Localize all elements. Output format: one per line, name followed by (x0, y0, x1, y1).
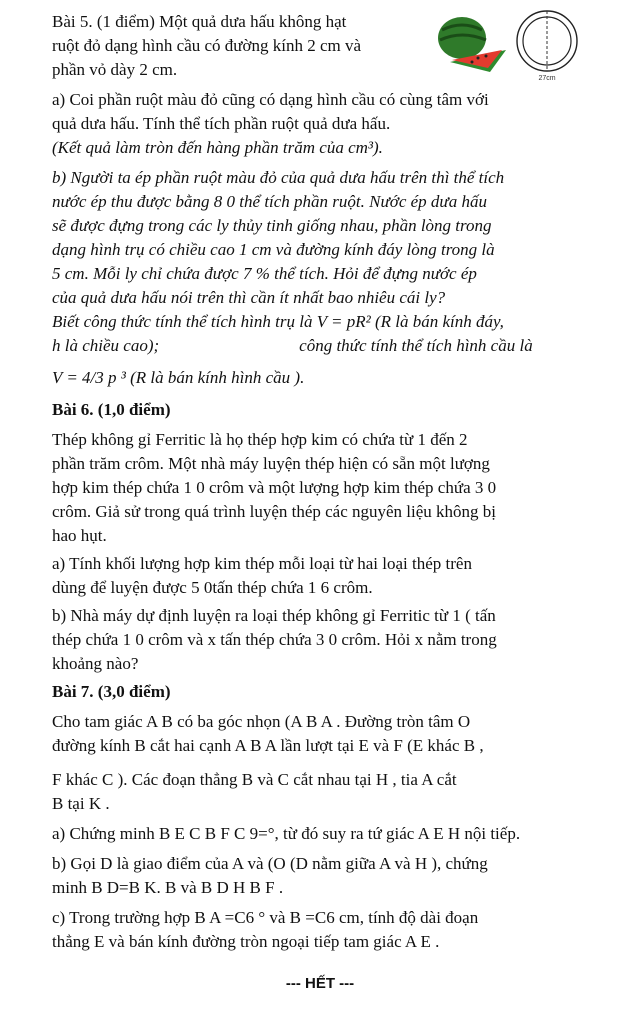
bai6-line1: Thép không gỉ Ferritic là họ thép hợp kim có chứa từ 1 đến 2 (52, 430, 468, 449)
bai5-part-a-note: (Kết quả làm tròn đến hàng phần trăm của cm³). (52, 138, 383, 157)
bai7-part-c-line2: thẳng E và bán kính đường tròn ngoại tiếp tam giác A E . (52, 932, 440, 951)
bai7-line1: Cho tam giác A B có ba góc nhọn (A B A . Đường tròn tâm O (52, 712, 471, 731)
bai7-part-b-line1: b) Gọi D là giao điểm của A và (O (D nằm giữa A và H ), chứng (52, 854, 488, 873)
bai6-line3: hợp kim thép chứa 1 0 crôm và một lượng hợp kim thép chứa 3 0 (52, 478, 497, 497)
bai7-part-b-line2: minh B D=B K. B và B D H B F . (52, 878, 284, 897)
bai6-part-b-line2: thép chứa 1 0 crôm và x tấn thép chứa 3 0 crôm. Hỏi x nằm trong (52, 630, 497, 649)
bai6-part-b-line3: khoảng nào? (52, 654, 139, 673)
bai5-part-a-line1: a) Coi phần ruột màu đỏ cũng có dạng hình cầu có cùng tâm với (52, 90, 489, 109)
bai5-intro-line3: phần vỏ dày 2 cm. (52, 60, 178, 79)
bai7-line3: F khác C ). Các đoạn thẳng B và C cắt nhau tại H , tia A cắt (52, 770, 457, 789)
bai5-part-b-line5: 5 cm. Mỗi ly chỉ chứa được 7 % thể tích. Hỏi để đựng nước ép (52, 264, 477, 283)
bai5-part-b-line1: b) Người ta ép phần ruột màu đỏ của quả dưa hấu trên thì thể tích (52, 168, 505, 187)
bai5-formula-line1: Biết công thức tính thể tích hình trụ là V = pR² (R là bán kính đáy, (52, 312, 504, 331)
bai5-intro-line2: ruột đỏ dạng hình cầu có đường kính 2 cm và (52, 36, 362, 55)
bai5-intro-line1: Bài 5. (1 điểm) Một quả dưa hấu không hạt (52, 12, 347, 31)
bai5-part-b-line3: sẽ được đựng trong các ly thủy tinh giống nhau, phần lòng trong (52, 216, 492, 235)
bai5-part-a-line2: quả dưa hấu. Tính thể tích phần ruột quả dưa hấu. (52, 114, 391, 133)
bai7-line4: B tại K . (52, 794, 110, 813)
bai6-title: Bài 6. (1,0 điểm) (52, 400, 171, 419)
bai5-part-b-line6: của quả dưa hấu nói trên thì cần ít nhất bao nhiêu cái ly? (52, 288, 446, 307)
watermelon-illustration (428, 12, 508, 74)
sphere-diagram-label: 27cm (538, 75, 556, 82)
bai6-line2: phần trăm crôm. Một nhà máy luyện thép hiện có sẵn một lượng (52, 454, 490, 473)
bai7-part-a: a) Chứng minh B E C B F C 9=°, từ đó suy ra tứ giác A E H nội tiếp. (52, 824, 521, 843)
bai5-formula-line3: V = 4/3 p ³ (R là bán kính hình cầu ). (52, 368, 305, 387)
bai6-part-b-line1: b) Nhà máy dự định luyện ra loại thép không gỉ Ferritic từ 1 ( tấn (52, 606, 496, 625)
bai6-line4: crôm. Giả sử trong quá trình luyện thép các nguyên liệu không bị (52, 502, 497, 521)
bai7-line2: đường kính B cắt hai cạnh A B A lần lượt tại E và F (E khác B , (52, 736, 484, 755)
end-marker: --- HẾT --- (285, 975, 355, 992)
bai7-part-c-line1: c) Trong trường hợp B A =C6 ° và B =C6 cm, tính độ dài đoạn (52, 908, 479, 927)
bai5-part-b-line2: nước ép thu được bằng 8 0 thể tích phần ruột. Nước ép dưa hấu (52, 192, 487, 211)
bai5-formula-line2a: h là chiều cao); (52, 336, 160, 355)
bai5-part-b-line4: dạng hình trụ có chiều cao 1 cm và đường kính đáy lòng trong là (52, 240, 495, 259)
bai5-formula-line2b: công thức tính thể tích hình cầu là (299, 336, 533, 355)
bai6-part-a-line1: a) Tính khối lượng hợp kim thép mỗi loại từ hai loại thép trên (52, 554, 472, 573)
bai7-title: Bài 7. (3,0 điểm) (52, 682, 171, 701)
sphere-diagram (512, 8, 582, 82)
bai6-part-a-line2: dùng để luyện được 5 0tấn thép chứa 1 6 crôm. (52, 578, 373, 597)
bai5-formula-line2 (52, 334, 592, 357)
bai6-line5: hao hụt. (52, 526, 107, 545)
